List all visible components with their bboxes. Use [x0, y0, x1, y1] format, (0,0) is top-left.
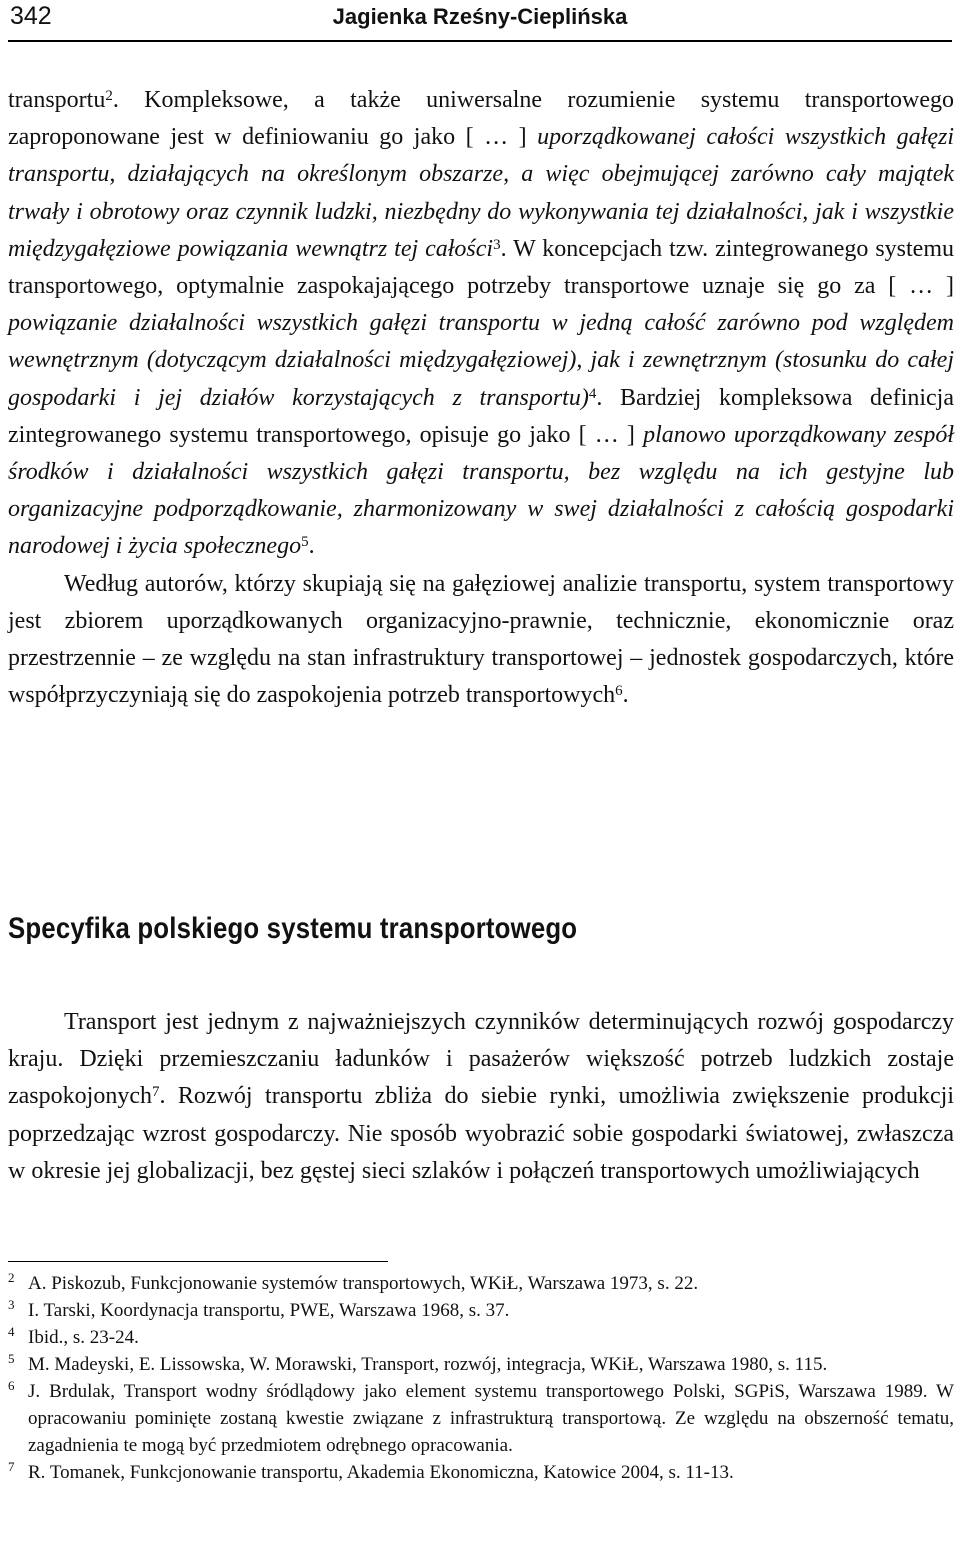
footnote-ref-7: 7	[151, 1084, 160, 1101]
footnote: 2 A. Piskozub, Funkcjonowanie systemów transportowych, WKiŁ, Warszawa 1973, s. 22.	[8, 1270, 699, 1294]
body-text-upper	[8, 82, 954, 714]
section-heading: Specyfika polskiego systemu transportowego	[8, 912, 578, 945]
footnote-ref-3: 3	[493, 236, 501, 253]
footnote: 3 I. Tarski, Koordynacja transportu, PWE, Warszawa 1968, s. 37.	[8, 1297, 510, 1321]
paragraph-2: Według autorów, którzy skupiają się na gałęziowej analizie transportu, system transportowy jest zbiorem uporządkowanych organizacyjno-prawnie, technicznie, ekonomicznie oraz przestrzennie – ze względu na stan infrastruktury transportowej – jednostek gospodarczych, które współprzyczyniają się do zaspokojenia potrzeb transportowych$^6$.	[8, 570, 954, 709]
page-number: 342	[10, 2, 52, 30]
paragraph-1: transportu$^2$. Kompleksowe, a także uniwersalne rozumienie systemu transportowego zaproponowane jest w definiowaniu go jako [ … ] uporządkowanej całości wszystkich gałęzi transportu, działających na określonym obszarze, a więc obejmującej zarówno cały majątek trwały i obrotowy oraz czynnik ludzki, niezbędny do wykonywania tej działalności, jak i wszystkie międzygałęziowe powiązania wewnątrz tej całości$^3$. W koncepcjach tzw. zintegrowanego systemu transportowego, optymalnie zaspokajającego potrzeby transportowe uznaje się go za [ … ] powiązanie działalności wszystkich gałęzi transportu w jedną całość zarówno pod względem wewnętrznym (dotyczącym działalności międzygałęziowej), jak i zewnętrznym (stosunku do całej gospodarki i jej działów korzystających z transportu)$^4$. Bardziej kompleksowa definicja zintegrowanego systemu transportowego, opisuje go jako [ … ] planowo uporządkowany zespół środków i działalności wszystkich gałęzi transportu, bez względu na ich gestyjne lub organizacyjne podporządkowanie, zharmonizowany w swej działalności z całością gospodarki narodowej i życia społecznego$^5$.	[8, 87, 955, 560]
footnotes	[8, 1270, 954, 1486]
footnote: 6 J. Brdulak, Transport wodny śródlądowy jako element systemu transportowego Polski, SGPiS, Warszawa 1989. W opracowaniu pominięte zostaną kwestie związane z infrastrukturą transportową. Ze względu na obszerność tematu, zagadnienia te mogą być przedmiotem odrębnego opracowania.	[8, 1378, 954, 1456]
running-title: Jagienka Rześny-Cieplińska	[332, 4, 628, 29]
footnote-ref-2: 2	[105, 88, 113, 104]
footnote-separator	[8, 1261, 388, 1262]
body-text-lower	[8, 1004, 954, 1190]
footnote: 5 M. Madeyski, E. Lissowska, W. Morawski, Transport, rozwój, integracja, WKiŁ, Warszawa 1980, s. 115.	[8, 1351, 828, 1375]
footnote-ref-4: 4	[588, 385, 597, 402]
page-header	[8, 0, 952, 42]
footnote-ref-6: 6	[615, 683, 623, 700]
footnote: 4 Ibid., s. 23-24.	[8, 1324, 139, 1348]
footnote-ref-5: 5	[301, 534, 309, 551]
footnote: 7 R. Tomanek, Funkcjonowanie transportu, Akademia Ekonomiczna, Katowice 2004, s. 11-13.	[8, 1459, 734, 1483]
paragraph-3: Transport jest jednym z najważniejszych czynników determinujących rozwój gospodarczy kraju. Dzięki przemieszczaniu ładunków i pasażerów większość potrzeb ludzkich zostaje zaspokojonych$^7$. Rozwój transportu zbliża do siebie rynki, umożliwia zwiększenie produkcji poprzedzając wzrost gospodarczy. Nie sposób wyobrazić sobie gospodarki światowej, zwłaszcza w okresie jej globalizacji, bez gęstej sieci szlaków i połączeń transportowych umożliwiających	[8, 1009, 954, 1184]
